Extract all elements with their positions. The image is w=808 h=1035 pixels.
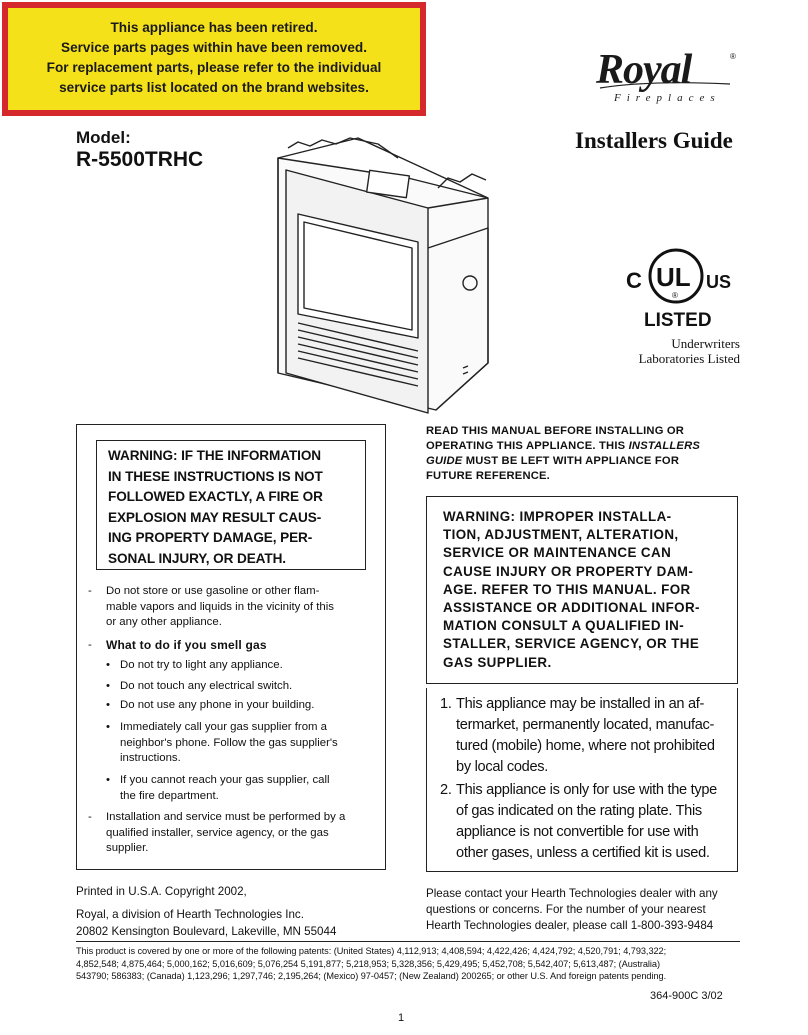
retired-notice-banner bbox=[2, 2, 426, 116]
item-line: This appliance is only for use with the type bbox=[456, 782, 717, 798]
contact-line: Hearth Technologies dealer, please call 1-800-393-9484 bbox=[426, 919, 714, 933]
list-line: Do not store or use gasoline or other flam- bbox=[106, 585, 320, 597]
list-line: mable vapors and liquids in the vicinity of this bbox=[106, 600, 334, 613]
item-line: by local codes. bbox=[456, 759, 549, 775]
logo-subtitle: Fireplaces bbox=[614, 92, 721, 104]
warning-line: WARNING: IF THE INFORMATION bbox=[108, 448, 322, 463]
guide-title: Installers Guide bbox=[575, 128, 733, 153]
ul-listed-word: LISTED bbox=[644, 310, 712, 330]
item-line: This appliance may be installed in an af- bbox=[456, 696, 705, 712]
ul-caption bbox=[600, 336, 740, 366]
dash-marker: - bbox=[88, 585, 92, 597]
numbered-item-text bbox=[456, 694, 730, 778]
warning-line: IN THESE INSTRUCTIONS IS NOT bbox=[108, 468, 323, 484]
item-line: of gas indicated on the rating plate. This bbox=[456, 803, 702, 819]
list-line: qualified installer, service agency, or the gas bbox=[106, 826, 329, 839]
retired-notice-line: Service parts pages within have been removed. bbox=[61, 40, 367, 55]
list-item-text: Do not use any phone in your building. bbox=[120, 699, 315, 711]
note-line bbox=[426, 439, 738, 454]
warning-line: GAS SUPPLIER. bbox=[443, 654, 552, 670]
warning-line: SONAL INJURY, OR DEATH. bbox=[108, 550, 286, 566]
warning-line: AGE. REFER TO THIS MANUAL. FOR bbox=[443, 581, 691, 597]
bullet-marker: • bbox=[106, 721, 110, 733]
page-number: 1 bbox=[398, 1012, 405, 1024]
patent-notice bbox=[76, 945, 756, 983]
retired-notice-body bbox=[8, 8, 420, 110]
ul-listed-mark bbox=[622, 238, 742, 330]
fireplace-illustration bbox=[258, 118, 498, 418]
ul-letters: UL bbox=[656, 262, 691, 292]
list-item-text bbox=[106, 584, 376, 631]
retired-notice-line: service parts list located on the brand websites. bbox=[59, 80, 369, 95]
list-line: or any other appliance. bbox=[106, 616, 222, 628]
list-line: Immediately call your gas supplier from a bbox=[120, 721, 328, 733]
contact-line: questions or concerns. For the number of your nearest bbox=[426, 903, 706, 917]
logo-wordmark: Royal bbox=[596, 47, 692, 93]
item-line: other gases, unless a certified kit is used. bbox=[456, 845, 710, 861]
note-italic-text: INSTALLERS bbox=[628, 440, 701, 452]
document-number: 364-900C 3/02 bbox=[650, 990, 723, 1002]
publisher-info bbox=[76, 883, 336, 940]
retired-notice-line: This appliance has been retired. bbox=[110, 20, 318, 35]
logo-registered-mark: ® bbox=[730, 52, 736, 61]
bullet-marker: • bbox=[106, 699, 110, 711]
dash-marker: - bbox=[88, 639, 92, 651]
list-line: Installation and service must be performed by a bbox=[106, 811, 346, 823]
note-line: READ THIS MANUAL BEFORE INSTALLING OR bbox=[426, 425, 685, 437]
item-line: appliance is not convertible for use with bbox=[456, 824, 699, 840]
item-number: 2. bbox=[440, 782, 452, 798]
ul-c-letter: C bbox=[626, 268, 642, 293]
list-line: If you cannot reach your gas supplier, call bbox=[120, 774, 330, 786]
bullet-marker: • bbox=[106, 659, 110, 671]
smell-gas-heading: What to do if you smell gas bbox=[106, 638, 267, 652]
warning-line: CAUSE INJURY OR PROPERTY DAM- bbox=[443, 563, 694, 579]
list-item-text bbox=[120, 720, 376, 767]
warning-line: WARNING: IMPROPER INSTALLA- bbox=[443, 509, 672, 524]
warning-line: FOLLOWED EXACTLY, A FIRE OR bbox=[108, 489, 323, 504]
note-line bbox=[426, 454, 738, 469]
patent-line: This product is covered by one or more of the following patents: (United States) 4,112,913; 4,408,594; 4,422,426; 4,424,792; 4,520,791; 4,793,322; bbox=[76, 946, 667, 956]
numbered-item-text bbox=[456, 780, 730, 864]
item-number: 1. bbox=[440, 696, 452, 712]
list-line: the fire department. bbox=[120, 789, 219, 802]
warning-line: ASSISTANCE OR ADDITIONAL INFOR- bbox=[443, 600, 700, 616]
improper-installation-warning bbox=[426, 496, 738, 684]
list-line: neighbor's phone. Follow the gas supplier's bbox=[120, 736, 338, 749]
list-item-text: Do not touch any electrical switch. bbox=[120, 680, 293, 692]
ul-registered-mark: ® bbox=[672, 291, 678, 300]
note-text: MUST BE LEFT WITH APPLIANCE FOR bbox=[462, 455, 680, 467]
note-italic-text: GUIDE bbox=[426, 455, 463, 467]
list-line: supplier. bbox=[106, 842, 149, 854]
ul-us-letters: US bbox=[706, 272, 732, 292]
bullet-marker: • bbox=[106, 680, 110, 692]
ul-caption-line: Laboratories Listed bbox=[638, 351, 740, 366]
warning-line: TION, ADJUSTMENT, ALTERATION, bbox=[443, 527, 679, 543]
printed-copyright: Printed in U.S.A. Copyright 2002, bbox=[76, 885, 247, 898]
ul-caption-line: Underwriters bbox=[671, 336, 740, 351]
retired-notice-line: For replacement parts, please refer to the individual bbox=[46, 60, 382, 75]
list-item-text: Do not try to light any appliance. bbox=[120, 659, 283, 671]
model-number: R-5500TRHC bbox=[76, 148, 204, 171]
warning-line: EXPLOSION MAY RESULT CAUS- bbox=[108, 509, 322, 525]
model-label: Model: bbox=[76, 128, 131, 147]
company-address: 20802 Kensington Boulevard, Lakeville, MN 55044 bbox=[76, 925, 337, 938]
warning-line: ING PROPERTY DAMAGE, PER- bbox=[108, 530, 313, 545]
read-manual-note bbox=[426, 424, 738, 484]
item-line: tured (mobile) home, where not prohibited bbox=[456, 738, 715, 754]
dealer-contact bbox=[426, 886, 742, 935]
list-item-text bbox=[120, 773, 376, 804]
patent-line: 543790; 586383; (Canada) 1,123,296; 1,297,746; 2,195,264; (Mexico) 97-0457; (New Zealand) 200265; or other U.S. And foreign patents pending. bbox=[76, 971, 667, 981]
bullet-marker: • bbox=[106, 774, 110, 786]
contact-line: Please contact your Hearth Technologies dealer with any bbox=[426, 887, 718, 900]
warning-line: MATION CONSULT A QUALIFIED IN- bbox=[443, 618, 685, 634]
dash-marker: - bbox=[88, 811, 92, 823]
royal-logo bbox=[590, 47, 740, 110]
fire-explosion-warning bbox=[96, 440, 366, 570]
note-text: OPERATING THIS APPLIANCE. THIS bbox=[426, 440, 629, 452]
note-line: FUTURE REFERENCE. bbox=[426, 470, 550, 482]
footer-divider bbox=[76, 941, 740, 942]
list-item-text bbox=[106, 810, 376, 857]
item-line: termarket, permanently located, manufac- bbox=[456, 717, 715, 733]
list-line: instructions. bbox=[120, 752, 181, 764]
warning-line: SERVICE OR MAINTENANCE CAN bbox=[443, 545, 672, 561]
patent-line: 4,852,548; 4,875,464; 5,000,162; 5,016,609; 5,076,254 5,191,877; 5,218,953; 5,328,356; 5,429,495; 5,452,708; 5,542,407; 5,613,487; (Australia) bbox=[76, 958, 660, 969]
company-name: Royal, a division of Hearth Technologies Inc. bbox=[76, 908, 304, 921]
warning-line: STALLER, SERVICE AGENCY, OR THE bbox=[443, 636, 700, 652]
